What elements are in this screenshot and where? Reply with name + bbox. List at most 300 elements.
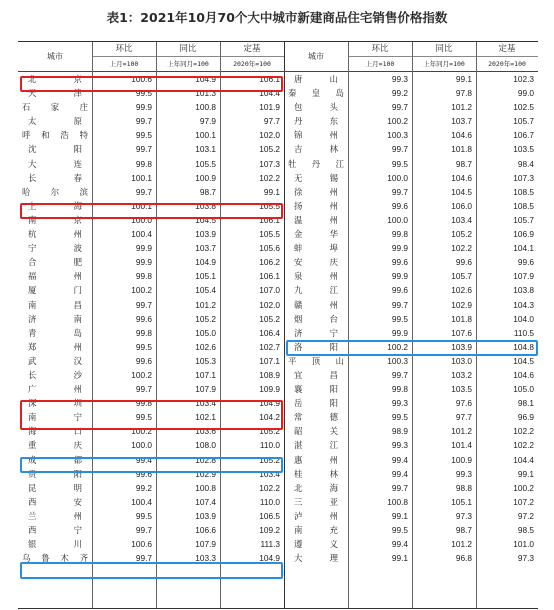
cell-city: 武 汉 [28, 355, 82, 366]
cell-yoy: 103.7 [451, 116, 472, 127]
cell-city: 安 庆 [294, 257, 338, 268]
cell-fixed: 104.1 [513, 243, 534, 254]
cell-fixed: 105.7 [513, 116, 534, 127]
table-row [18, 495, 284, 509]
cell-yoy: 102.2 [451, 243, 472, 254]
cell-city: 济 宁 [294, 327, 338, 338]
cell-yoy: 104.5 [451, 186, 472, 197]
cell-mom: 99.7 [135, 299, 152, 310]
table-row [284, 537, 538, 551]
cell-city: 福 州 [28, 271, 82, 282]
cell-fixed: 98.4 [517, 158, 534, 169]
table-row [18, 523, 284, 537]
cell-yoy: 97.3 [455, 510, 472, 521]
cell-city: 牡丹江 [288, 158, 344, 169]
table-row [18, 114, 284, 128]
cell-mom: 99.7 [135, 116, 152, 127]
cell-mom: 98.9 [391, 426, 408, 437]
cell-city: 无 锡 [294, 172, 338, 183]
cell-yoy: 99.1 [455, 74, 472, 84]
cell-mom: 99.5 [135, 341, 152, 352]
header-yoy-sub: 上年同月=100 [423, 60, 465, 68]
cell-city: 遵 义 [294, 539, 338, 550]
cell-mom: 100.6 [131, 539, 152, 550]
cell-mom: 100.2 [387, 341, 408, 352]
cell-fixed: 108.9 [259, 369, 280, 380]
cell-fixed: 103.5 [513, 144, 534, 155]
cell-fixed: 101.0 [513, 539, 534, 550]
table-row [284, 157, 538, 171]
header-yoy-group [156, 42, 220, 71]
cell-yoy: 96.8 [455, 553, 472, 564]
cell-mom: 99.2 [135, 482, 152, 493]
cell-city: 湛 江 [294, 440, 338, 451]
table-row [284, 298, 538, 312]
cell-fixed: 106.1 [259, 214, 280, 225]
table-row [284, 227, 538, 241]
table-row [284, 396, 538, 410]
cell-city: 大 理 [294, 553, 338, 564]
cell-city: 郑 州 [28, 341, 82, 352]
cell-mom: 100.3 [387, 355, 408, 366]
cell-city: 杭 州 [28, 229, 82, 240]
table-row [18, 128, 284, 142]
cell-yoy: 104.9 [195, 74, 216, 84]
table-row [18, 185, 284, 199]
cell-fixed: 96.9 [517, 412, 534, 423]
table-row [284, 368, 538, 382]
cell-city: 大 连 [28, 158, 82, 169]
cell-city: 金 华 [294, 229, 338, 240]
table-row [284, 354, 538, 368]
cell-mom: 99.9 [135, 102, 152, 113]
header-fixed-group [220, 42, 284, 71]
cell-city: 宁 波 [28, 243, 82, 254]
table-row [18, 481, 284, 495]
cell-yoy: 97.6 [455, 398, 472, 409]
cell-fixed: 102.5 [513, 102, 534, 113]
cell-city: 昆 明 [28, 482, 82, 493]
cell-yoy: 103.6 [195, 426, 216, 437]
cell-mom: 99.7 [135, 186, 152, 197]
table-row [18, 424, 284, 438]
cell-fixed: 107.9 [513, 271, 534, 282]
cell-fixed: 106.4 [259, 327, 280, 338]
table-row [18, 410, 284, 424]
table-right-half [284, 42, 538, 608]
table-row [18, 171, 284, 185]
cell-city: 烟 台 [294, 313, 338, 324]
cell-yoy: 105.7 [451, 271, 472, 282]
cell-yoy: 103.2 [451, 369, 472, 380]
cell-mom: 100.2 [131, 369, 152, 380]
cell-yoy: 103.9 [195, 229, 216, 240]
cell-city: 贵 阳 [28, 468, 82, 479]
cell-city: 南 宁 [28, 412, 82, 423]
cell-city: 蚌 埠 [294, 243, 338, 254]
cell-mom: 99.6 [135, 313, 152, 324]
cell-yoy: 98.7 [199, 186, 216, 197]
cell-mom: 99.7 [135, 553, 152, 564]
cell-yoy: 103.1 [195, 144, 216, 155]
table-row [18, 100, 284, 114]
cell-yoy: 101.3 [195, 88, 216, 99]
cell-yoy: 106.0 [451, 200, 472, 211]
header-fixed-sub: 2020年=100 [233, 60, 271, 68]
table-body-right [284, 72, 538, 565]
cell-mom: 99.9 [135, 243, 152, 254]
table-row [284, 114, 538, 128]
table-row [284, 128, 538, 142]
cell-city: 唐 山 [294, 74, 338, 84]
table-row [284, 86, 538, 100]
cell-fixed: 105.6 [259, 243, 280, 254]
table-row [18, 551, 284, 565]
cell-fixed: 104.3 [513, 299, 534, 310]
cell-fixed: 102.7 [259, 341, 280, 352]
cell-yoy: 105.5 [195, 158, 216, 169]
cell-city: 韶 关 [294, 426, 338, 437]
cell-fixed: 106.2 [259, 257, 280, 268]
cell-yoy: 107.9 [195, 539, 216, 550]
cell-mom: 99.6 [391, 257, 408, 268]
table-row [284, 509, 538, 523]
cell-yoy: 103.9 [195, 510, 216, 521]
cell-city: 北 海 [294, 482, 338, 493]
header-city: 城市 [308, 52, 324, 61]
table-body-left [18, 72, 284, 565]
table-row [284, 241, 538, 255]
cell-fixed: 102.2 [513, 440, 534, 451]
cell-mom: 99.8 [135, 158, 152, 169]
cell-yoy: 100.8 [195, 482, 216, 493]
cell-city: 南 昌 [28, 299, 82, 310]
cell-fixed: 104.5 [513, 355, 534, 366]
cell-yoy: 105.1 [195, 271, 216, 282]
cell-fixed: 104.9 [259, 398, 280, 409]
cell-mom: 99.4 [391, 454, 408, 465]
cell-yoy: 103.4 [451, 214, 472, 225]
table-row [18, 227, 284, 241]
cell-city: 三 亚 [294, 496, 338, 507]
cell-fixed: 98.1 [517, 398, 534, 409]
cell-yoy: 103.8 [195, 200, 216, 211]
cell-mom: 99.9 [391, 243, 408, 254]
cell-city: 泉 州 [294, 271, 338, 282]
cell-fixed: 107.0 [259, 285, 280, 296]
cell-fixed: 99.1 [263, 186, 280, 197]
cell-mom: 99.7 [391, 369, 408, 380]
cell-fixed: 105.5 [259, 200, 280, 211]
cell-yoy: 101.8 [451, 144, 472, 155]
cell-fixed: 103.8 [513, 285, 534, 296]
cell-yoy: 97.8 [455, 88, 472, 99]
cell-fixed: 104.4 [513, 454, 534, 465]
cell-city: 沈 阳 [28, 144, 82, 155]
cell-fixed: 100.2 [513, 482, 534, 493]
cell-yoy: 99.6 [455, 257, 472, 268]
cell-mom: 99.7 [135, 384, 152, 395]
cell-yoy: 101.2 [451, 426, 472, 437]
cell-fixed: 106.1 [259, 271, 280, 282]
cell-yoy: 101.8 [451, 313, 472, 324]
cell-city: 南 京 [28, 214, 82, 225]
cell-city: 温 州 [294, 214, 338, 225]
cell-yoy: 105.2 [195, 313, 216, 324]
cell-mom: 99.4 [391, 468, 408, 479]
cell-yoy: 104.6 [451, 130, 472, 141]
cell-mom: 99.7 [391, 482, 408, 493]
table-header-left [18, 42, 284, 72]
cell-mom: 99.2 [391, 88, 408, 99]
cell-mom: 99.5 [135, 88, 152, 99]
header-yoy-sub: 上年同月=100 [167, 60, 209, 68]
cell-yoy: 101.4 [451, 440, 472, 451]
cell-yoy: 99.3 [455, 468, 472, 479]
cell-city: 呼和浩特 [22, 130, 88, 141]
table-row [18, 298, 284, 312]
cell-yoy: 97.9 [199, 116, 216, 127]
cell-mom: 99.7 [391, 144, 408, 155]
cell-yoy: 102.6 [195, 341, 216, 352]
cell-yoy: 105.4 [195, 285, 216, 296]
table-row [18, 199, 284, 213]
cell-city: 天 津 [28, 88, 82, 99]
cell-fixed: 104.6 [513, 369, 534, 380]
table-row [18, 467, 284, 481]
table-row [18, 438, 284, 452]
cell-mom: 100.4 [131, 229, 152, 240]
cell-city: 西 宁 [28, 525, 82, 535]
table-row [18, 537, 284, 551]
cell-yoy: 102.6 [451, 285, 472, 296]
table-row [284, 312, 538, 326]
cell-fixed: 97.2 [517, 510, 534, 521]
cell-fixed: 104.0 [513, 313, 534, 324]
cell-mom: 99.8 [391, 384, 408, 395]
cell-yoy: 98.7 [455, 158, 472, 169]
table-row [18, 354, 284, 368]
cell-mom: 99.6 [135, 468, 152, 479]
cell-mom: 100.1 [131, 200, 152, 211]
table-row [284, 100, 538, 114]
cell-yoy: 105.2 [451, 229, 472, 240]
table-row [284, 255, 538, 269]
cell-fixed: 106.7 [513, 130, 534, 141]
cell-city: 泸 州 [294, 510, 338, 521]
cell-fixed: 106.9 [513, 229, 534, 240]
cell-mom: 99.1 [391, 510, 408, 521]
cell-mom: 100.2 [131, 426, 152, 437]
cell-yoy: 102.1 [195, 412, 216, 423]
cell-city: 石家庄 [22, 102, 88, 113]
cell-mom: 100.0 [387, 214, 408, 225]
cell-fixed: 109.2 [259, 525, 280, 535]
table-row [284, 467, 538, 481]
cell-yoy: 107.6 [451, 327, 472, 338]
cell-city: 秦皇岛 [288, 88, 344, 99]
cell-mom: 99.6 [391, 200, 408, 211]
cell-fixed: 104.8 [513, 341, 534, 352]
cell-fixed: 105.2 [259, 313, 280, 324]
cell-yoy: 107.9 [195, 384, 216, 395]
cell-yoy: 107.1 [195, 369, 216, 380]
cell-city: 银 川 [28, 539, 82, 550]
table-row [18, 453, 284, 467]
cell-mom: 99.8 [135, 398, 152, 409]
cell-yoy: 97.7 [455, 412, 472, 423]
table-row [284, 340, 538, 354]
table-row [284, 523, 538, 537]
cell-city: 丹 东 [294, 116, 338, 127]
cell-mom: 99.7 [135, 525, 152, 535]
header-fixed-sub: 2020年=100 [488, 60, 526, 68]
table-row [284, 199, 538, 213]
cell-yoy: 101.2 [195, 299, 216, 310]
cell-fixed: 102.2 [513, 426, 534, 437]
header-fixed-group [476, 42, 538, 71]
cell-city: 成 都 [28, 454, 82, 465]
cell-mom: 99.6 [135, 355, 152, 366]
table-row [284, 72, 538, 86]
cell-city: 平顶山 [288, 355, 344, 366]
table-row [18, 340, 284, 354]
cell-yoy: 100.9 [195, 172, 216, 183]
cell-city: 九 江 [294, 285, 338, 296]
cell-city: 扬 州 [294, 200, 338, 211]
cell-fixed: 110.0 [259, 496, 280, 507]
cell-mom: 99.7 [391, 299, 408, 310]
table-row [284, 142, 538, 156]
cell-yoy: 101.2 [451, 102, 472, 113]
cell-yoy: 105.3 [195, 355, 216, 366]
table-row [18, 72, 284, 86]
cell-city: 洛 阳 [294, 341, 338, 352]
cell-city: 上 海 [28, 200, 82, 211]
cell-fixed: 105.2 [259, 454, 280, 465]
cell-fixed: 104.2 [259, 412, 280, 423]
cell-mom: 99.5 [391, 525, 408, 535]
cell-mom: 100.0 [387, 172, 408, 183]
cell-city: 南 充 [294, 525, 338, 535]
table-row [284, 213, 538, 227]
cell-city: 深 圳 [28, 398, 82, 409]
cell-city: 长 沙 [28, 369, 82, 380]
table-row [18, 396, 284, 410]
table-left-half [18, 42, 284, 608]
cell-fixed: 106.1 [259, 74, 280, 84]
cell-mom: 99.1 [391, 553, 408, 564]
cell-city: 徐 州 [294, 186, 338, 197]
cell-fixed: 105.7 [513, 214, 534, 225]
table-row [284, 171, 538, 185]
cell-city: 兰 州 [28, 510, 82, 521]
cell-fixed: 102.2 [259, 482, 280, 493]
cell-mom: 99.5 [391, 412, 408, 423]
table-row [18, 157, 284, 171]
cell-fixed: 102.0 [259, 130, 280, 141]
cell-fixed: 104.9 [259, 553, 280, 564]
cell-city: 锦 州 [294, 130, 338, 141]
table-row [18, 213, 284, 227]
cell-yoy: 103.4 [195, 398, 216, 409]
cell-yoy: 105.1 [451, 496, 472, 507]
table-row [18, 312, 284, 326]
cell-fixed: 107.3 [259, 158, 280, 169]
table-title: 表1：2021年10月70个大中城市新建商品住宅销售价格指数 [106, 10, 448, 25]
cell-city: 长 春 [28, 172, 82, 183]
cell-yoy: 105.0 [195, 327, 216, 338]
cell-fixed: 103.4 [259, 468, 280, 479]
cell-mom: 99.9 [135, 257, 152, 268]
header-yoy-group [412, 42, 476, 71]
cell-mom: 100.6 [131, 74, 152, 84]
cell-fixed: 105.2 [259, 426, 280, 437]
table-row [18, 142, 284, 156]
cell-yoy: 104.9 [195, 257, 216, 268]
cell-mom: 99.3 [391, 398, 408, 409]
table-row [284, 453, 538, 467]
table-row [18, 382, 284, 396]
cell-yoy: 98.7 [455, 525, 472, 535]
table-row [284, 185, 538, 199]
cell-mom: 99.5 [391, 313, 408, 324]
header-mom-sub: 上月=100 [365, 60, 395, 68]
cell-city: 惠 州 [294, 454, 338, 465]
cell-fixed: 99.6 [517, 257, 534, 268]
cell-mom: 99.4 [391, 539, 408, 550]
cell-city: 赣 州 [294, 299, 338, 310]
table-row [18, 86, 284, 100]
cell-city: 海 口 [28, 426, 82, 437]
table-row [18, 509, 284, 523]
cell-fixed: 105.0 [513, 384, 534, 395]
cell-yoy: 104.5 [195, 214, 216, 225]
cell-yoy: 103.7 [195, 243, 216, 254]
cell-mom: 100.0 [131, 214, 152, 225]
cell-fixed: 107.1 [259, 355, 280, 366]
cell-fixed: 98.5 [517, 525, 534, 535]
cell-yoy: 108.0 [195, 440, 216, 451]
cell-yoy: 103.5 [451, 384, 472, 395]
cell-fixed: 102.3 [513, 74, 534, 84]
header-city: 城市 [47, 52, 63, 61]
cell-city: 岳 阳 [294, 398, 338, 409]
table-row [284, 481, 538, 495]
table-row [284, 326, 538, 340]
cell-fixed: 107.2 [513, 496, 534, 507]
header-mom: 环比 [92, 42, 156, 57]
cell-city: 乌鲁木齐 [22, 553, 88, 564]
cell-city: 襄 阳 [294, 384, 338, 395]
cell-mom: 99.5 [135, 130, 152, 141]
table-row [284, 283, 538, 297]
cell-mom: 100.4 [131, 496, 152, 507]
cell-fixed: 97.7 [263, 116, 280, 127]
cell-city: 济 南 [28, 313, 82, 324]
cell-city: 西 安 [28, 496, 82, 507]
header-mom-sub: 上月=100 [109, 60, 139, 68]
cell-fixed: 107.3 [513, 172, 534, 183]
table-row [284, 410, 538, 424]
header-mom-group [348, 42, 412, 71]
cell-mom: 99.8 [135, 271, 152, 282]
cell-fixed: 99.1 [517, 468, 534, 479]
cell-mom: 99.8 [391, 229, 408, 240]
cell-mom: 100.0 [131, 440, 152, 451]
cell-city: 合 肥 [28, 257, 82, 268]
table-row [18, 241, 284, 255]
